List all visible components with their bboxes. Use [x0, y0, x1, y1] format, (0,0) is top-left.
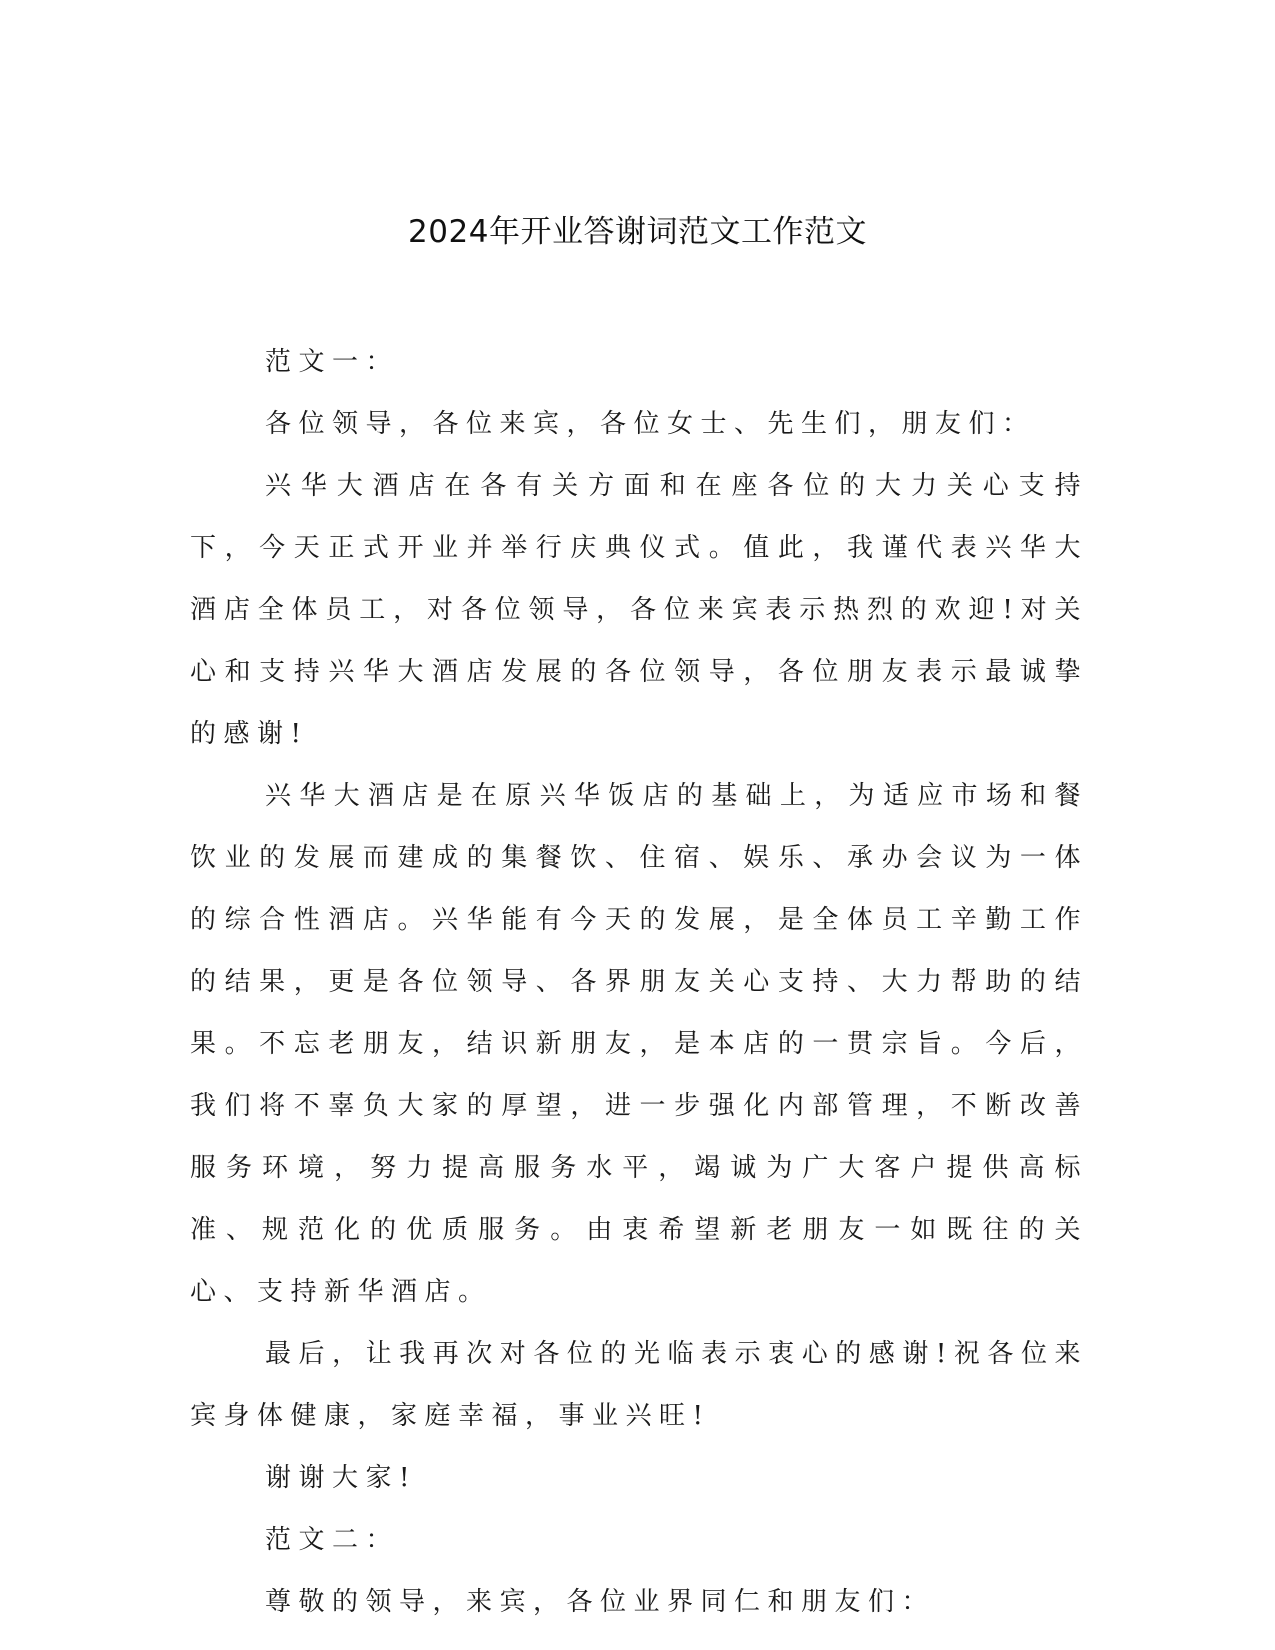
closing-paragraph: 最后，让我再次对各位的光临表示衷心的感谢!祝各位来宾身体健康，家庭幸福，事业兴旺!	[190, 1339, 1088, 1431]
salutation-2: 尊敬的领导，来宾，各位业界同仁和朋友们：	[265, 1587, 936, 1617]
body-paragraph: 兴华大酒店在各有关方面和在座各位的大力关心支持下，今天正式开业并举行庆典仪式。值此，我谨代表兴华大酒店全体员工，对各位领导，各位来宾表示热烈的欢迎!对关心和支持兴华大酒店发展的各位领导，各位朋友表示最诚挚的感谢!	[190, 471, 1088, 749]
document-body	[190, 331, 1088, 1633]
salutation-1: 各位领导，各位来宾，各位女士、先生们，朋友们：	[265, 409, 1036, 439]
section-heading-2: 范文二：	[265, 1525, 400, 1555]
thanks-line: 谢谢大家!	[265, 1463, 417, 1493]
section-heading-1: 范文一：	[265, 347, 400, 377]
body-paragraph: 兴华大酒店是在原兴华饭店的基础上，为适应市场和餐饮业的发展而建成的集餐饮、住宿、娱乐、承办会议为一体的综合性酒店。兴华能有今天的发展，是全体员工辛勤工作的结果，更是各位领导、各界朋友关心支持、大力帮助的结果。不忘老朋友，结识新朋友，是本店的一贯宗旨。今后，我们将不辜负大家的厚望，进一步强化内部管理，不断改善服务环境，努力提高服务水平，竭诚为广大客户提供高标准、规范化的优质服务。由衷希望新老朋友一如既往的关心、支持新华酒店。	[190, 781, 1088, 1307]
document-title: 2024年开业答谢词范文工作范文	[408, 214, 867, 250]
